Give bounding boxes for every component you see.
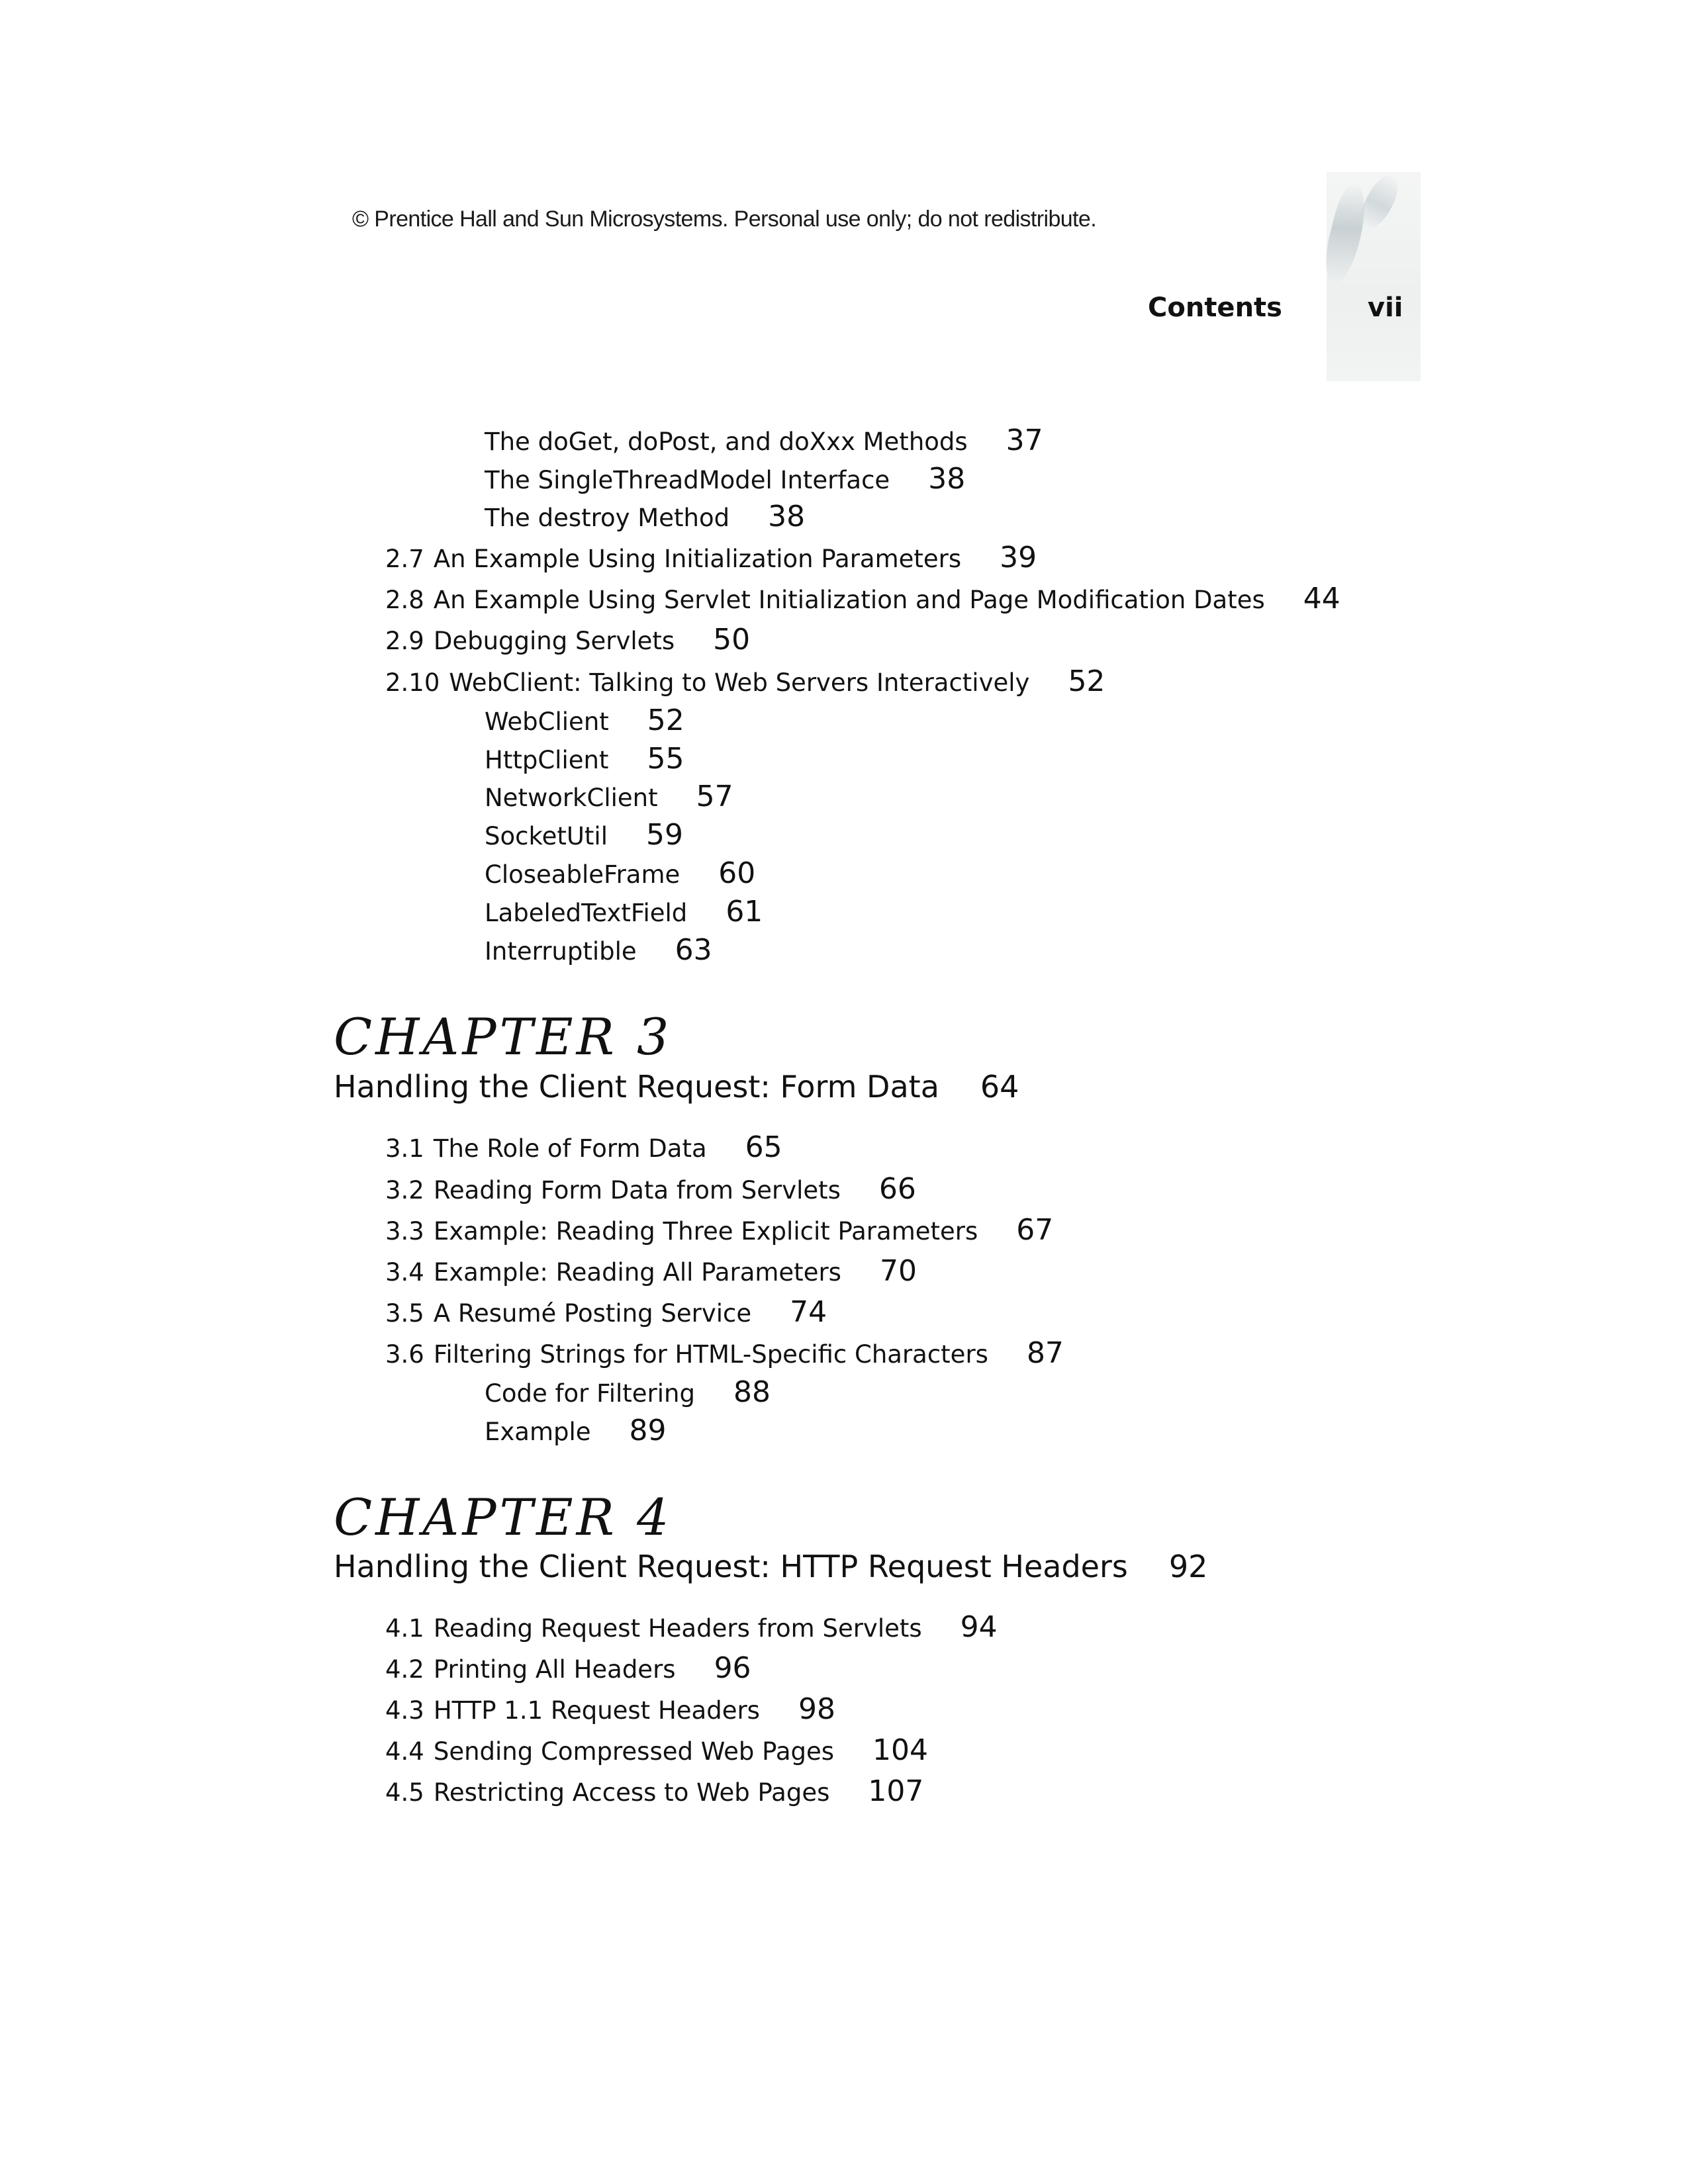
chapter-title-text: Handling the Client Request: Form Data: [334, 1069, 939, 1105]
toc-entry-number: 4.1: [385, 1614, 424, 1643]
toc-entry-page: 57: [696, 780, 733, 813]
toc-entry: [385, 1774, 923, 1808]
running-head-page-number: vii: [1368, 293, 1403, 323]
toc-entry-number: 4.4: [385, 1737, 424, 1766]
toc-entry: [385, 1213, 1053, 1247]
toc-entry: [485, 1375, 771, 1409]
toc-entry: [485, 856, 755, 890]
toc-entry-number: 4.3: [385, 1696, 424, 1725]
toc-entry-title: CloseableFrame: [485, 860, 680, 889]
toc-entry-title: WebClient: Talking to Web Servers Interactively: [449, 668, 1030, 697]
toc-entry-page: 89: [629, 1414, 667, 1447]
running-head-title: Contents: [1148, 293, 1282, 323]
toc-entry-title: Sending Compressed Web Pages: [433, 1737, 835, 1766]
toc-entry-title: Example: Reading All Parameters: [433, 1258, 841, 1287]
chapter-page: 92: [1168, 1549, 1208, 1584]
toc-entry-page: 98: [798, 1692, 835, 1726]
toc-entry-title: Example: [485, 1418, 591, 1446]
toc-entry-page: 104: [872, 1733, 928, 1767]
toc-entry: [385, 1254, 917, 1288]
toc-entry-number: 4.2: [385, 1655, 424, 1684]
toc-entry-title: An Example Using Initialization Parameters: [433, 545, 962, 573]
toc-entry-page: 38: [768, 500, 806, 533]
chapter-label: CHAPTER 4: [334, 1488, 673, 1547]
toc-entry-page: 96: [714, 1651, 751, 1685]
toc-entry: [385, 1130, 782, 1164]
toc-entry-page: 61: [726, 895, 763, 929]
toc-entry-page: 52: [647, 704, 684, 737]
toc-entry: [385, 1336, 1064, 1370]
toc-entry-title: The Role of Form Data: [433, 1134, 707, 1163]
toc-entry-number: 2.8: [385, 586, 424, 614]
toc-entry-page: 107: [868, 1774, 924, 1808]
toc-entry-title: The SingleThreadModel Interface: [485, 466, 890, 494]
toc-entry-page: 63: [675, 933, 712, 967]
toc-entry-page: 66: [878, 1172, 916, 1206]
toc-entry: [485, 1414, 667, 1447]
toc-entry-number: 3.3: [385, 1217, 424, 1246]
toc-entry-title: Printing All Headers: [433, 1655, 676, 1684]
toc-entry-page: 70: [879, 1254, 917, 1288]
toc-entry-page: 44: [1303, 582, 1340, 615]
toc-entry-title: Debugging Servlets: [433, 627, 675, 655]
toc-entry-title: A Resumé Posting Service: [433, 1299, 752, 1328]
toc-entry: [485, 933, 712, 967]
toc-entry-number: 2.9: [385, 627, 424, 655]
tab-brush-stroke: [1319, 182, 1373, 286]
page-tab-decoration: [1327, 172, 1421, 381]
toc-entry: [385, 1651, 751, 1685]
toc-entry-number: 2.10: [385, 668, 440, 697]
toc-entry-title: Restricting Access to Web Pages: [433, 1778, 830, 1807]
toc-entry-number: 3.6: [385, 1340, 424, 1369]
chapter-title: [334, 1069, 1019, 1105]
toc-entry: [485, 895, 763, 929]
toc-entry-page: 67: [1016, 1213, 1054, 1247]
toc-entry-title: Reading Request Headers from Servlets: [433, 1614, 922, 1643]
chapter-title: [334, 1549, 1207, 1584]
toc-entry-title: SocketUtil: [485, 822, 608, 850]
toc-entry-title: NetworkClient: [485, 784, 658, 812]
toc-entry-title: Reading Form Data from Servlets: [433, 1176, 841, 1205]
toc-entry-title: An Example Using Servlet Initialization and Page Modification Dates: [433, 586, 1265, 614]
toc-entry-number: 3.5: [385, 1299, 424, 1328]
toc-entry: [485, 704, 684, 737]
toc-entry: [385, 664, 1105, 698]
toc-entry-number: 3.4: [385, 1258, 424, 1287]
toc-entry: [485, 780, 733, 813]
toc-entry: [385, 1295, 827, 1329]
toc-entry: [485, 742, 684, 776]
toc-entry-page: 87: [1026, 1336, 1064, 1370]
toc-entry-number: 3.1: [385, 1134, 424, 1163]
toc-entry-page: 74: [790, 1295, 827, 1329]
chapter-title-text: Handling the Client Request: HTTP Request Headers: [334, 1549, 1128, 1584]
toc-entry: [385, 1610, 998, 1644]
toc-entry-page: 94: [960, 1610, 998, 1644]
chapter-page: 64: [980, 1069, 1019, 1105]
toc-entry-page: 38: [928, 462, 966, 496]
toc-entry: [385, 582, 1340, 615]
copyright-notice: © Prentice Hall and Sun Microsystems. Personal use only; do not redistribute.: [352, 206, 1097, 232]
toc-entry-number: 2.7: [385, 545, 424, 573]
toc-entry: [485, 462, 965, 496]
toc-entry-page: 65: [745, 1130, 782, 1164]
toc-entry: [385, 541, 1037, 574]
toc-entry-page: 37: [1006, 424, 1043, 457]
toc-entry-page: 88: [733, 1375, 771, 1409]
toc-entry: [385, 1733, 928, 1767]
toc-entry-page: 52: [1068, 664, 1105, 698]
toc-entry-title: LabeledTextField: [485, 899, 688, 927]
toc-entry-title: HTTP 1.1 Request Headers: [433, 1696, 760, 1725]
toc-entry-title: The doGet, doPost, and doXxx Methods: [485, 428, 968, 456]
toc-entry: [385, 1692, 835, 1726]
toc-entry-title: WebClient: [485, 707, 609, 736]
toc-entry-page: 59: [646, 818, 683, 852]
toc-entry-title: Interruptible: [485, 937, 637, 966]
toc-entry: [485, 424, 1043, 457]
toc-entry-title: HttpClient: [485, 746, 609, 774]
toc-entry: [385, 1172, 916, 1206]
toc-entry-title: The destroy Method: [485, 504, 730, 532]
chapter-label: CHAPTER 3: [334, 1007, 673, 1066]
toc-entry-title: Filtering Strings for HTML-Specific Characters: [433, 1340, 988, 1369]
toc-entry: [485, 818, 683, 852]
toc-entry-page: 55: [647, 742, 684, 776]
toc-entry-title: Code for Filtering: [485, 1379, 695, 1408]
toc-entry-number: 4.5: [385, 1778, 424, 1807]
toc-entry-number: 3.2: [385, 1176, 424, 1205]
toc-entry-page: 60: [718, 856, 756, 890]
toc-entry-title: Example: Reading Three Explicit Parameters: [433, 1217, 978, 1246]
toc-entry: [385, 623, 750, 657]
toc-entry-page: 50: [713, 623, 751, 657]
toc-entry-page: 39: [1000, 541, 1037, 574]
toc-entry: [485, 500, 805, 533]
